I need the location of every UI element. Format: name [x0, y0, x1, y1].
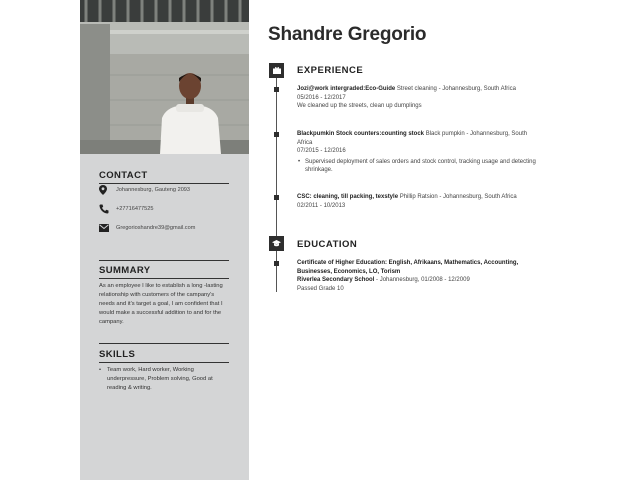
experience-heading: EXPERIENCE — [297, 65, 364, 76]
contact-heading: CONTACT — [99, 170, 148, 181]
skills-section — [99, 349, 229, 393]
experience-entry — [297, 85, 542, 111]
timeline-dot — [274, 132, 279, 137]
summary-divider — [99, 278, 229, 279]
job-dates: 02/2011 - 10/2013 — [297, 202, 346, 209]
contact-email[interactable]: Gregorioshandre39@gmail.com — [116, 225, 196, 231]
experience-entry — [297, 193, 542, 210]
job-description: We cleaned up the streets, clean up dumplings — [297, 103, 422, 110]
job-title: CSC: cleaning, till packing, texstyle — [297, 194, 399, 200]
sidebar — [80, 0, 249, 480]
education-heading: EDUCATION — [297, 239, 358, 250]
summary-top-divider — [99, 260, 229, 261]
job-dates: 07/2015 - 12/2016 — [297, 148, 346, 155]
briefcase-icon — [269, 63, 284, 78]
job-company: Street cleaning - Johannesburg, South Africa — [395, 86, 516, 92]
timeline-line — [276, 70, 277, 292]
contact-phone-row — [99, 203, 239, 215]
skills-list-item — [99, 366, 230, 393]
summary-heading: SUMMARY — [99, 265, 151, 276]
education-note: Passed Grade 10 — [297, 285, 344, 292]
timeline-dot — [274, 195, 279, 200]
job-bullets — [297, 158, 542, 175]
job-bullet: • Supervised deployment of sales orders and stock control, tracking usage and detecting shrinkage. — [297, 158, 542, 175]
timeline-dot — [274, 87, 279, 92]
education-entry — [297, 259, 519, 293]
summary-section — [99, 265, 229, 327]
job-title: Blackpumkin Stock counters:counting stock — [297, 131, 425, 137]
skills-top-divider — [99, 343, 229, 344]
contact-location-row — [99, 184, 239, 196]
job-title: Jozi@work intergraded:Eco-Guide — [297, 86, 396, 92]
contact-phone: +27716477525 — [116, 206, 154, 212]
skills-heading: SKILLS — [99, 349, 136, 360]
graduation-cap-icon — [269, 236, 284, 251]
timeline-dot — [274, 261, 279, 266]
location-pin-icon — [99, 184, 113, 196]
skills-text: Team work, Hard worker, Working underpressure, Problem solving, Good at reading & writing. — [107, 367, 213, 391]
job-dates: 05/2016 - 12/2017 — [297, 94, 346, 101]
experience-entry — [297, 130, 542, 175]
summary-text: As an employee I like to establish a long -lasting relationship with customers of the campany's needs and it's target a goal, I am confident that I would make a successful addition to and for the campany. — [99, 283, 223, 325]
degree-title: Certificate of Higher Education: English, Afrikaans, Mathematics, Accounting, Businesses, Economics, LO, Torism — [297, 260, 519, 275]
contact-email-row — [99, 222, 239, 234]
school-location-dates: - Johannesburg, 01/2008 - 12/2009 — [374, 277, 470, 284]
job-company: Black pumpkin - Johannesburg, South Africa — [297, 131, 528, 146]
envelope-icon — [99, 222, 113, 234]
contact-location: Johannesburg, Gauteng 2093 — [116, 187, 191, 193]
school-name: Riverlea Secondary School — [297, 277, 375, 284]
candidate-name: Shandre Gregorio — [268, 24, 427, 45]
phone-icon — [99, 203, 113, 215]
job-company: Phillip Ratsion - Johannesburg, South Africa — [398, 194, 517, 200]
profile-photo — [80, 0, 249, 154]
bullet-icon: • — [99, 367, 102, 373]
contact-section — [99, 170, 229, 231]
skills-divider — [99, 362, 229, 363]
